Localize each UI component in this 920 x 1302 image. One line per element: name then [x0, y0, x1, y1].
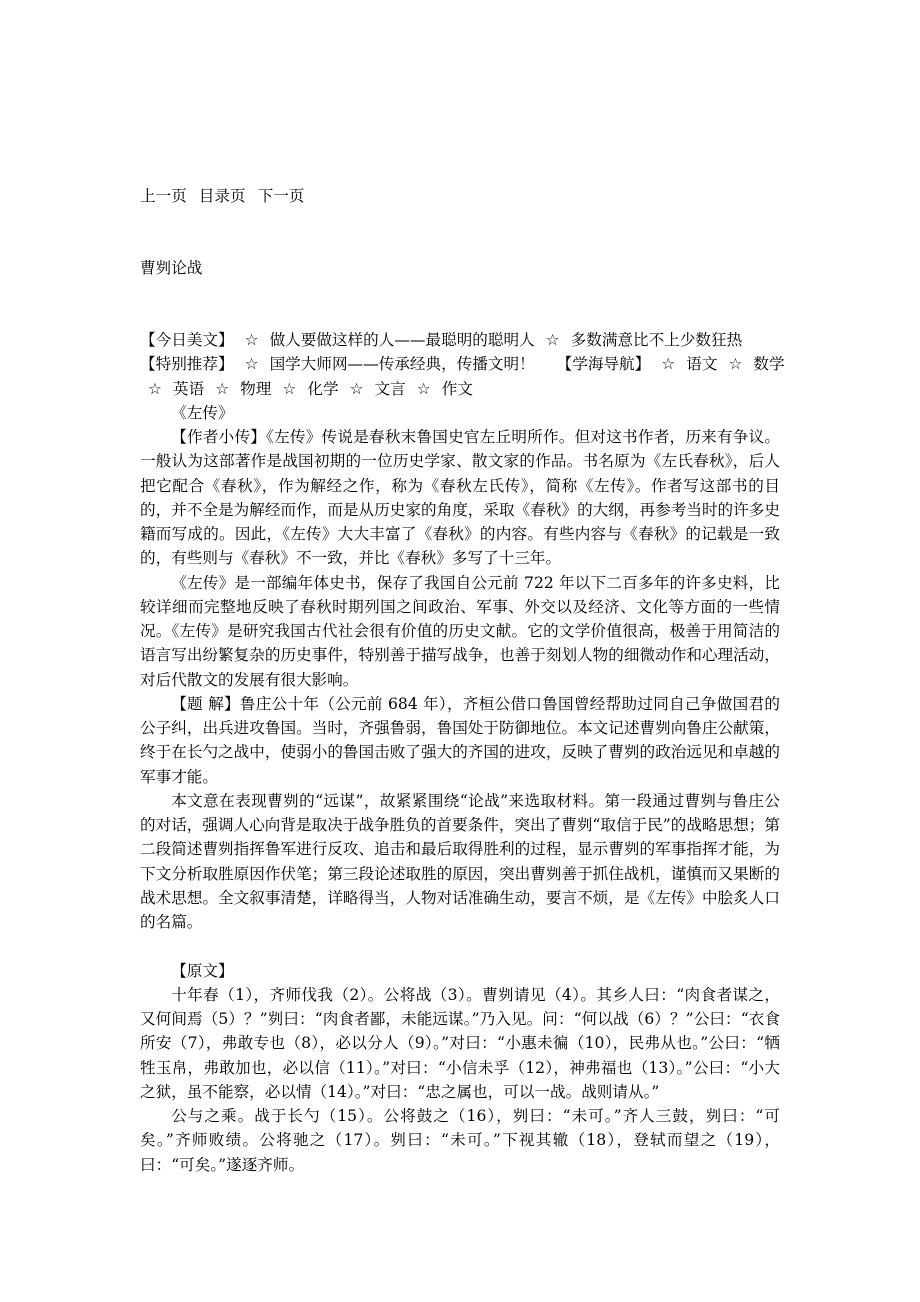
star-separator: ☆	[244, 355, 259, 374]
original-text-paragraph	[140, 1104, 780, 1177]
table-of-contents-link[interactable]: 目录页	[198, 187, 246, 205]
paragraph-text: 公与之乘。战于长勺（15）。公将鼓之（16），刿曰：“未可。”齐人三鼓，刿曰：“可矣。”齐师败绩。公将驰之（17）。刿曰：“未可。”下视其辙（18），登轼而望之（19），曰：“可矣。”遂逐齐师。	[140, 1107, 780, 1174]
today-article-link[interactable]: 做人要做这样的人——最聪明的聪明人	[269, 331, 535, 349]
paragraph-text: 鲁庄公十年（公元前 684 年），齐桓公借口鲁国曾经帮助过同自己争做国君的公子纠，出兵进攻鲁国。当时，齐强鲁弱，鲁国处于防御地位。本文记述曹刿向鲁庄公献策，终于在长勺之战中，使弱小的鲁国击败了强大的齐国的进攻，反映了曹刿的政治远见和卓越的军事才能。	[140, 694, 780, 786]
promo-today-line	[140, 328, 780, 352]
topic-explanation-label: 【题 解】	[171, 694, 240, 713]
topic-explanation-paragraph	[140, 692, 780, 789]
star-separator: ☆	[661, 355, 676, 374]
star-separator: ☆	[349, 379, 364, 398]
promo-block	[140, 328, 785, 401]
star-separator: ☆	[545, 331, 560, 349]
prev-page-link[interactable]: 上一页	[140, 187, 187, 205]
page-navigation	[140, 184, 780, 208]
paragraph-text: 十年春（1），齐师伐我（2）。公将战（3）。曹刿请见（4）。其乡人曰：“肉食者谋之，又何间焉（5）？”刿曰：“肉食者鄙，未能远谋。”乃入见。问：“何以战（6）？”公曰：“衣食所安（7），弗敢专也（8），必以分人（9）。”对曰：“小惠未徧（10），民弗从也。”公曰：“牺牲玉帛，弗敢加也，必以信（11）。”对曰：“小信未孚（12），神弗福也（13）。”公曰：“小大之狱，虽不能察，必以情（14）。”对曰：“忠之属也，可以一战。战则请从。”	[140, 985, 780, 1101]
star-separator: ☆	[148, 379, 162, 398]
paragraph-text: 《左传》是一部编年体史书，保存了我国自公元前 722 年以下二百多年的许多史料，比较详细而完整地反映了春秋时期列国之间政治、军事、外交以及经济、文化等方面的一些情况。《左传》是研究我国古代社会很有价值的历史文献。它的文学价值很高，极善于用简洁的语言写出纷繁复杂的历史事件，特别善于描写战争，也善于刻划人物的细微动作和心理活动，对后代散文的发展有很大影响。	[140, 573, 780, 689]
star-separator: ☆	[282, 379, 297, 398]
author-bio-paragraph	[140, 425, 780, 571]
original-text-paragraph	[140, 983, 780, 1104]
today-article-link[interactable]: 多数满意比不上少数狂热	[570, 331, 743, 349]
subject-link-math[interactable]: 数学	[753, 355, 785, 374]
original-text-heading: 【原文】	[171, 961, 234, 980]
next-page-link[interactable]: 下一页	[257, 187, 305, 205]
blank-line	[140, 934, 780, 958]
document-content	[140, 184, 785, 1177]
author-bio-label: 【作者小传】	[171, 428, 267, 446]
subject-link-chinese[interactable]: 语文	[686, 355, 718, 374]
promo-featured-line	[140, 352, 785, 376]
page-title: 曹刿论战	[140, 259, 203, 277]
star-separator: ☆	[215, 379, 230, 398]
subject-link-chemistry[interactable]: 化学	[307, 379, 339, 398]
star-separator: ☆	[244, 331, 259, 349]
analysis-paragraph	[140, 789, 780, 935]
paragraph-text: 本文意在表现曹刿的“远谋”，故紧紧围绕“论战”来选取材料。第一段通过曹刿与鲁庄公的对话，强调人心向背是取决于战争胜负的首要条件，突出了曹刿“取信于民”的战略思想；第二段简述曹刿指挥鲁军进行反攻、追击和最后取得胜利的过程，显示曹刿的军事指挥才能，为下文分析取胜原因作伏笔；第三段论述取胜的原因，突出曹刿善于抓住战机，谨慎而又果断的战术思想。全文叙事清楚，详略得当，人物对话准确生动，要言不烦，是《左传》中脍炙人口的名篇。	[140, 791, 780, 931]
subject-link-classical-chinese[interactable]: 文言	[374, 379, 406, 398]
subject-link-english[interactable]: 英语	[172, 379, 205, 398]
star-separator: ☆	[416, 379, 431, 398]
featured-label: 【特别推荐】	[140, 355, 234, 374]
promo-subjects-line	[140, 377, 780, 401]
today-articles-label: 【今日美文】	[140, 331, 234, 349]
featured-link[interactable]: 国学大师网——传承经典，传播文明！	[269, 355, 535, 374]
subject-link-composition[interactable]: 作文	[441, 379, 473, 398]
subject-link-physics[interactable]: 物理	[240, 379, 272, 398]
study-guide-label: 【学海导航】	[556, 355, 651, 374]
paragraph-text: 《左传》传说是春秋末鲁国史官左丘明所作。但对这书作者，历来有争议。一般认为这部著作是战国初期的一位历史学家、散文家的作品。书名原为《左氏春秋》，后人把它配合《春秋》，作为解经之作，称为《春秋左氏传》，简称《左传》。作者写这部书的目的，并不全是为解经而作，而是从历史家的角度，采取《春秋》的大纲，再参考当时的许多史籍而写成的。因此，《左传》大大丰富了《春秋》的内容。有些内容与《春秋》的记载是一致的，有些则与《春秋》不一致，并比《春秋》多写了十三年。	[140, 428, 780, 568]
star-separator: ☆	[728, 355, 743, 374]
book-intro-paragraph	[140, 571, 780, 692]
source-book-title: 《左传》	[171, 403, 234, 422]
